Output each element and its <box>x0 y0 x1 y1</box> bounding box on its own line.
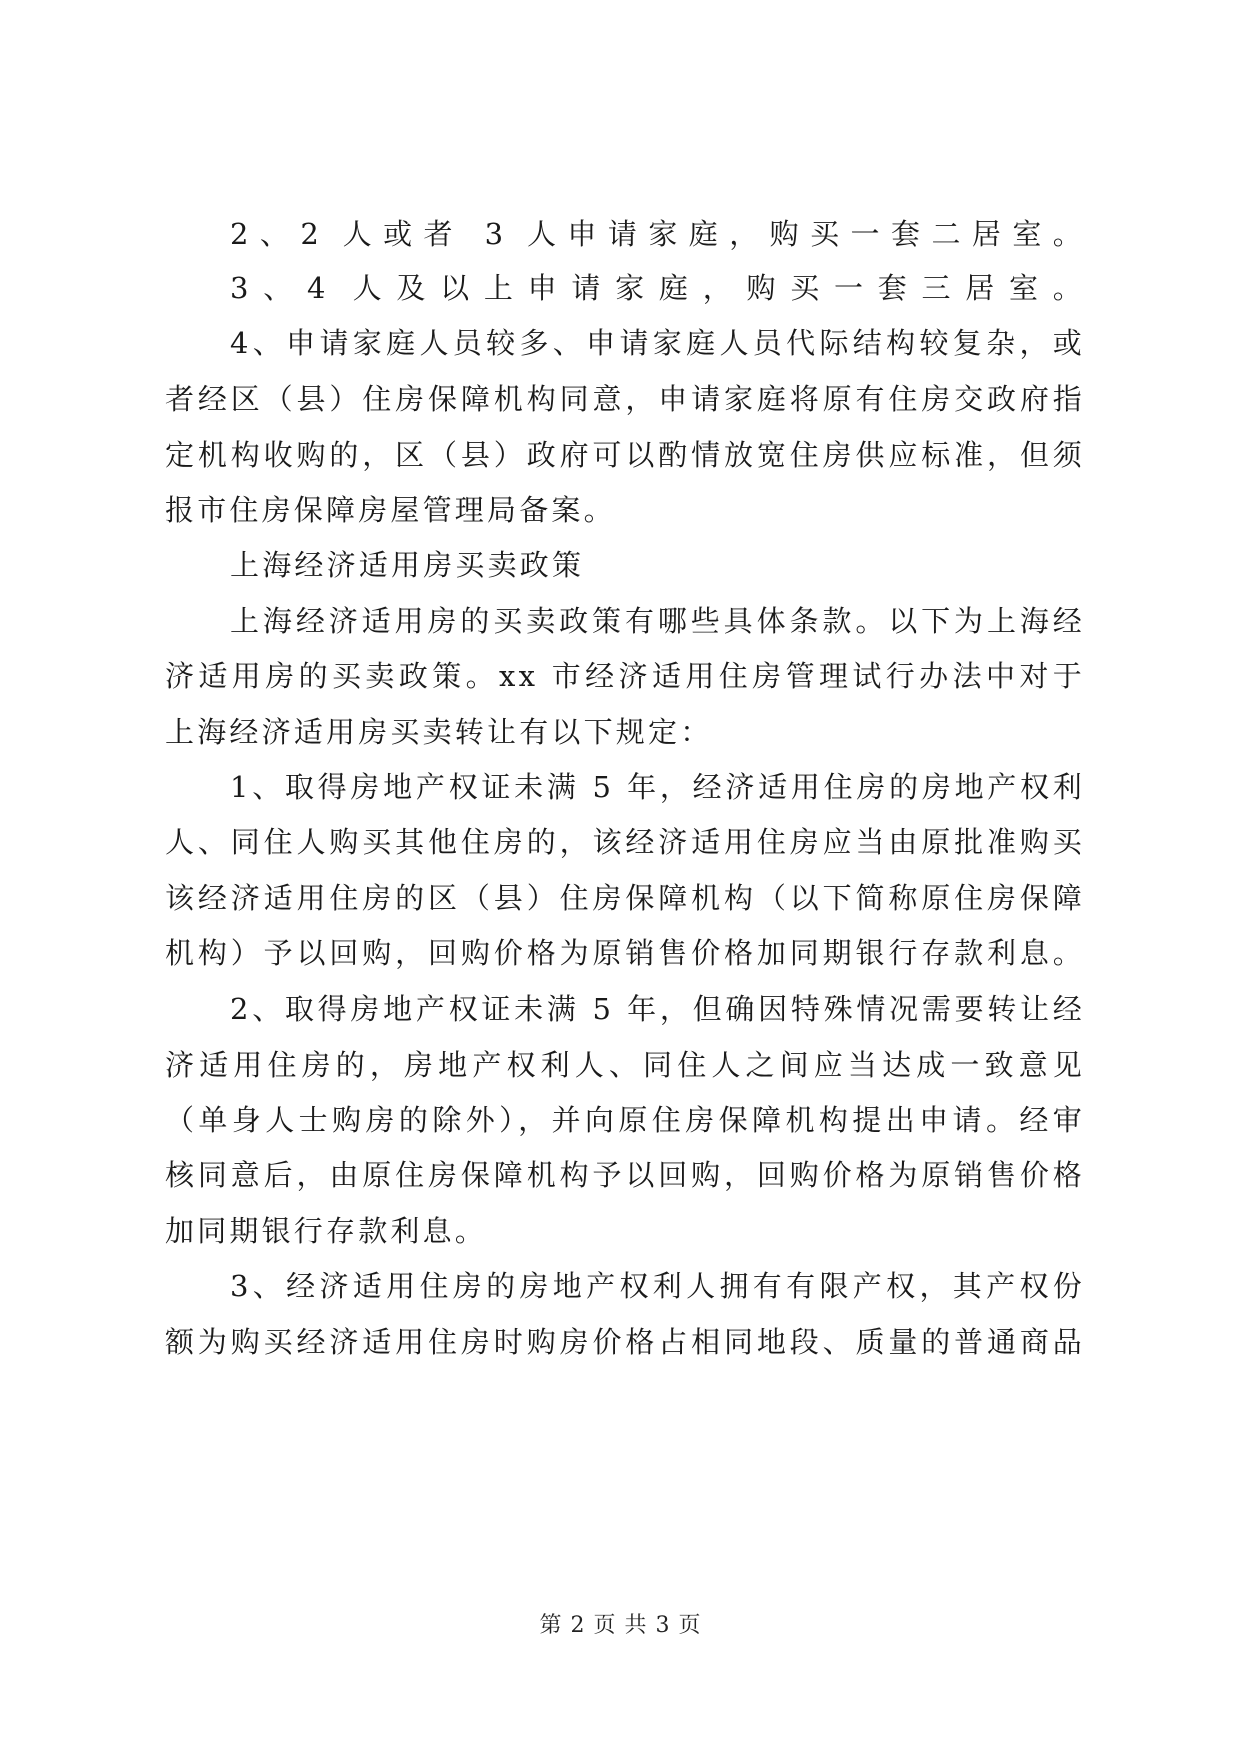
text-line: 1、取得房地产权证未满 5 年，经济适用住房的房地产权利 <box>230 770 1085 804</box>
text-line: 报市住房保障房屋管理局备案。 <box>165 493 616 527</box>
text-line: 2、取得房地产权证未满 5 年，但确因特殊情况需要转让经 <box>230 992 1085 1026</box>
text-line: 该经济适用住房的区（县）住房保障机构（以下简称原住房保障 <box>165 881 1085 915</box>
page-number-footer: 第 2 页 共 3 页 <box>539 1613 702 1638</box>
text-line: 3、经济适用住房的房地产权利人拥有有限产权，其产权份 <box>230 1269 1085 1303</box>
text-line: 人、同住人购买其他住房的，该经济适用住房应当由原批准购买 <box>165 825 1085 859</box>
text-line: 2、2 人或者 3 人申请家庭，购买一套二居室。 <box>230 217 1085 251</box>
text-line: 定机构收购的，区（县）政府可以酌情放宽住房供应标准，但须 <box>165 438 1085 472</box>
text-line: 4、申请家庭人员较多、申请家庭人员代际结构较复杂，或 <box>230 326 1085 360</box>
text-line: 额为购买经济适用住房时购房价格占相同地段、质量的普通商品 <box>165 1325 1085 1359</box>
text-line: 济适用房的买卖政策。xx 市经济适用住房管理试行办法中对于 <box>165 659 1085 693</box>
text-line: 者经区（县）住房保障机构同意，申请家庭将原有住房交政府指 <box>165 382 1085 416</box>
text-line: 加同期银行存款利息。 <box>165 1214 488 1248</box>
section-heading: 上海经济适用房买卖政策 <box>230 548 585 582</box>
text-line: 济适用住房的，房地产权利人、同住人之间应当达成一致意见 <box>165 1048 1085 1082</box>
text-line: 核同意后，由原住房保障机构予以回购，回购价格为原销售价格 <box>165 1158 1085 1192</box>
text-line: 3、4 人及以上申请家庭，购买一套三居室。 <box>230 271 1085 305</box>
text-line: 上海经济适用房的买卖政策有哪些具体条款。以下为上海经 <box>230 604 1085 638</box>
text-line: （单身人士购房的除外），并向原住房保障机构提出申请。经审 <box>165 1103 1085 1137</box>
text-line: 机构）予以回购，回购价格为原销售价格加同期银行存款利息。 <box>165 936 1085 970</box>
text-line: 上海经济适用房买卖转让有以下规定： <box>165 715 713 749</box>
